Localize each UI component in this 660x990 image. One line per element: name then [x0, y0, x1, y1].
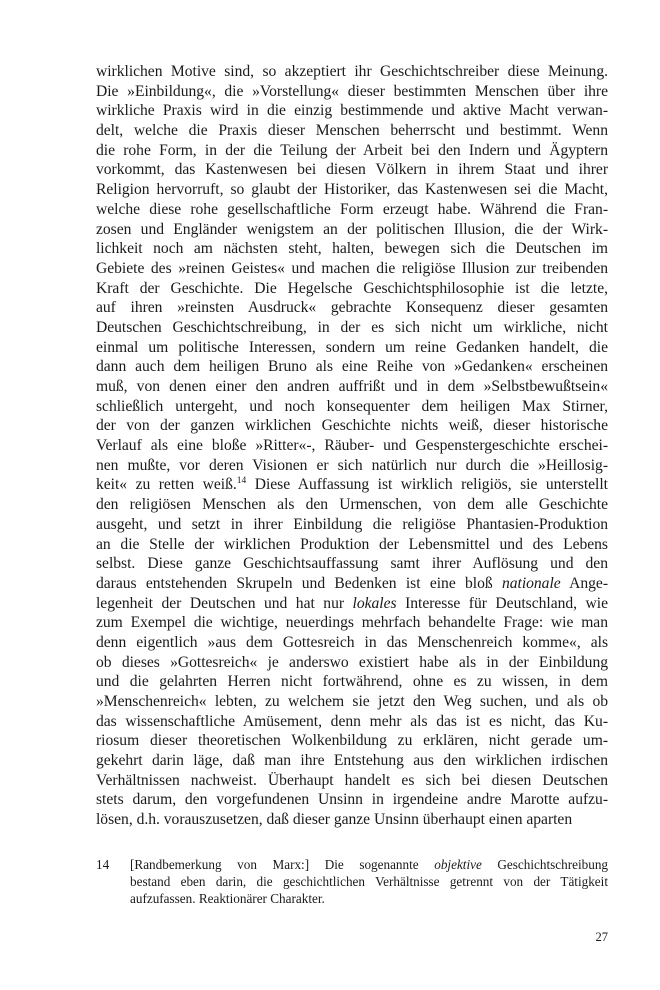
text-segment: Religion hervorruft, so glaubt der Historiker, das Kastenwesen sei die Macht, [96, 181, 608, 199]
body-line [96, 259, 608, 279]
text-segment: Ange- [560, 574, 608, 592]
text-segment: delt, welche die Praxis dieser Menschen beherrscht und bestimmt. Wenn [96, 122, 608, 140]
text-segment: Kraft der Geschichte. Die Hegelsche Geschichtsphilosophie ist die letzte, [96, 279, 608, 297]
text-segment: wirkliche Praxis wird in die einzig bestimmende und aktive Macht verwan- [96, 102, 608, 120]
footnote-number: 14 [96, 857, 110, 872]
body-line [96, 377, 608, 397]
text-segment: Diese Auffassung ist wirklich religiös, sie unterstellt [246, 476, 608, 494]
body-line [96, 62, 608, 82]
text-segment: nen mußte, vor deren Visionen er sich natürlich nur durch die »Heillosig- [96, 456, 608, 474]
text-segment: und die gelahrten Herren nicht fortwährend, ohne es zu wissen, in dem [96, 673, 608, 691]
body-line [96, 121, 608, 141]
body-line [96, 298, 608, 318]
body-line [96, 672, 608, 692]
text-segment: keit« zu retten weiß. [96, 476, 237, 494]
page-number: 27 [595, 930, 608, 944]
body-line [96, 141, 608, 161]
text-segment: lichkeit noch am nächsten steht, halten, bewegen sich die Deutschen im [96, 240, 608, 258]
text-segment: an die Stelle der wirklichen Produktion der Lebensmittel und des Lebens [96, 535, 608, 553]
body-line [96, 594, 608, 614]
emphasized-word: nationale [501, 574, 561, 592]
body-line [96, 633, 608, 653]
text-segment: bestand eben darin, die geschichtlichen Verhältnisse getrennt von der Tätigkeit [130, 874, 608, 889]
text-segment: lösen, d.h. vorauszusetzen, daß dieser ganze Unsinn überhaupt einen aparten [96, 811, 573, 829]
text-segment: aufzufassen. Reaktionärer Charakter. [130, 891, 325, 906]
text-segment: welche diese rohe gesellschaftliche Form erzeugt habe. Während die Fran- [96, 200, 608, 218]
emphasized-word: objektive [434, 857, 482, 872]
footnote-line [130, 890, 608, 907]
body-line [96, 397, 608, 417]
text-segment: vorkommt, das Kastenwesen bei diesen Völkern in ihrem Staat und ihrer [96, 161, 608, 179]
body-line [96, 692, 608, 712]
text-segment: schließlich untergeht, und noch konsequenter dem heiligen Max Stirner, [96, 397, 608, 415]
footnote-line [130, 873, 608, 890]
text-segment: der von der ganzen wirklichen Geschichte nichts weiß, dieser historische [96, 417, 608, 435]
text-segment: Gebiete des »reinen Geistes« und machen die religiöse Illusion zur treibenden [96, 259, 608, 277]
text-segment: Interesse für Deutschland, wie [396, 594, 608, 612]
body-line [96, 456, 608, 476]
body-line [96, 436, 608, 456]
text-segment: das wissenschaftliche Amüsement, denn mehr als das ist es nicht, das Ku- [96, 712, 608, 730]
text-segment: dann auch dem heiligen Bruno als eine Reihe von »Gedanken« erscheinen [96, 358, 608, 376]
text-segment: die rohe Form, in der die Teilung der Arbeit bei den Indern und Ägyptern [96, 141, 608, 159]
body-line [96, 554, 608, 574]
text-segment: Verhältnissen nachweist. Überhaupt handelt es sich bei diesen Deutschen [96, 771, 608, 789]
body-line [96, 239, 608, 259]
body-line [96, 318, 608, 338]
text-segment: Geschichtschreibung [481, 857, 609, 872]
text-segment: selbst. Diese ganze Geschichtsauffassung samt ihrer Auflösung und den [96, 555, 608, 573]
text-segment: ob dieses »Gottesreich« je anderswo existiert habe als in der Einbildung [96, 653, 608, 671]
text-segment: zum Exempel die wichtige, neuerdings mehrfach behandelte Frage: wie man [96, 614, 608, 632]
text-segment: »Menschenreich« lebten, zu welchem sie jetzt den Weg suchen, und als ob [96, 693, 608, 710]
body-line [96, 751, 608, 771]
body-line [96, 416, 608, 436]
body-line [96, 731, 608, 751]
text-segment: [Randbemerkung von Marx:] Die sogenannte [130, 857, 435, 872]
body-line [96, 653, 608, 673]
body-line [96, 279, 608, 299]
body-line [96, 515, 608, 535]
text-segment: riosum dieser theoretischen Wolkenbildung zu erklären, nicht gerade um- [96, 732, 608, 750]
text-segment: ausgeht, und setzt in ihrer Einbildung die religiöse Phantasien-Produktion [96, 515, 608, 533]
footnote-line [130, 856, 608, 873]
text-segment: den religiösen Menschen als den Urmenschen, von dem alle Geschichte [96, 496, 608, 514]
body-line [96, 101, 608, 121]
text-segment: muß, von denen einer den andren auffrißt und in dem »Selbstbewußtsein« [96, 378, 608, 395]
body-line [96, 338, 608, 358]
main-text-block [96, 62, 608, 830]
body-line [96, 180, 608, 200]
text-segment: Die »Einbildung«, die »Vorstellung« dieser bestimmten Menschen über ihre [96, 82, 608, 100]
body-line [96, 771, 608, 791]
footnote-reference: 14 [236, 476, 247, 487]
body-line [96, 574, 608, 594]
text-segment: wirklichen Motive sind, so akzeptiert ihr Geschichtschreiber diese Meinung. [96, 63, 608, 80]
body-line [96, 200, 608, 220]
text-segment: daraus entstehenden Skrupeln und Bedenken ist eine bloß [96, 574, 502, 592]
text-segment: legenheit der Deutschen und hat nur [96, 594, 353, 612]
text-segment: denn eigentlich »aus dem Gottesreich in das Menschenreich komme«, als [96, 633, 608, 651]
text-segment: Verlauf als eine bloße »Ritter«-, Räuber- und Gespenstergeschichte erschei- [96, 437, 608, 455]
text-segment: gekehrt darin läge, daß man ihre Entstehung aus den wirklichen irdischen [96, 752, 608, 770]
text-segment: stets darum, den vorgefundenen Unsinn in irgendeine andre Marotte aufzu- [96, 791, 608, 809]
text-segment: zosen und Engländer wenigstem an der politischen Illusion, die der Wirk- [96, 220, 608, 238]
footnote-text [130, 856, 608, 907]
body-line [96, 357, 608, 377]
body-line [96, 790, 608, 810]
body-line [96, 613, 608, 633]
text-segment: Deutschen Geschichtschreibung, in der es sich nicht um wirkliche, nicht [96, 318, 608, 336]
body-line [96, 82, 608, 102]
text-segment: einmal um politische Interessen, sondern um reine Gedanken handelt, die [96, 338, 608, 356]
emphasized-word: lokales [352, 594, 397, 612]
text-segment: auf ihren »reinsten Ausdruck« gebrachte Konsequenz dieser gesamten [96, 299, 608, 317]
body-line [96, 535, 608, 555]
body-line [96, 712, 608, 732]
body-line [96, 160, 608, 180]
body-line [96, 475, 608, 495]
body-line [96, 220, 608, 240]
body-line [96, 495, 608, 515]
body-line [96, 810, 608, 830]
